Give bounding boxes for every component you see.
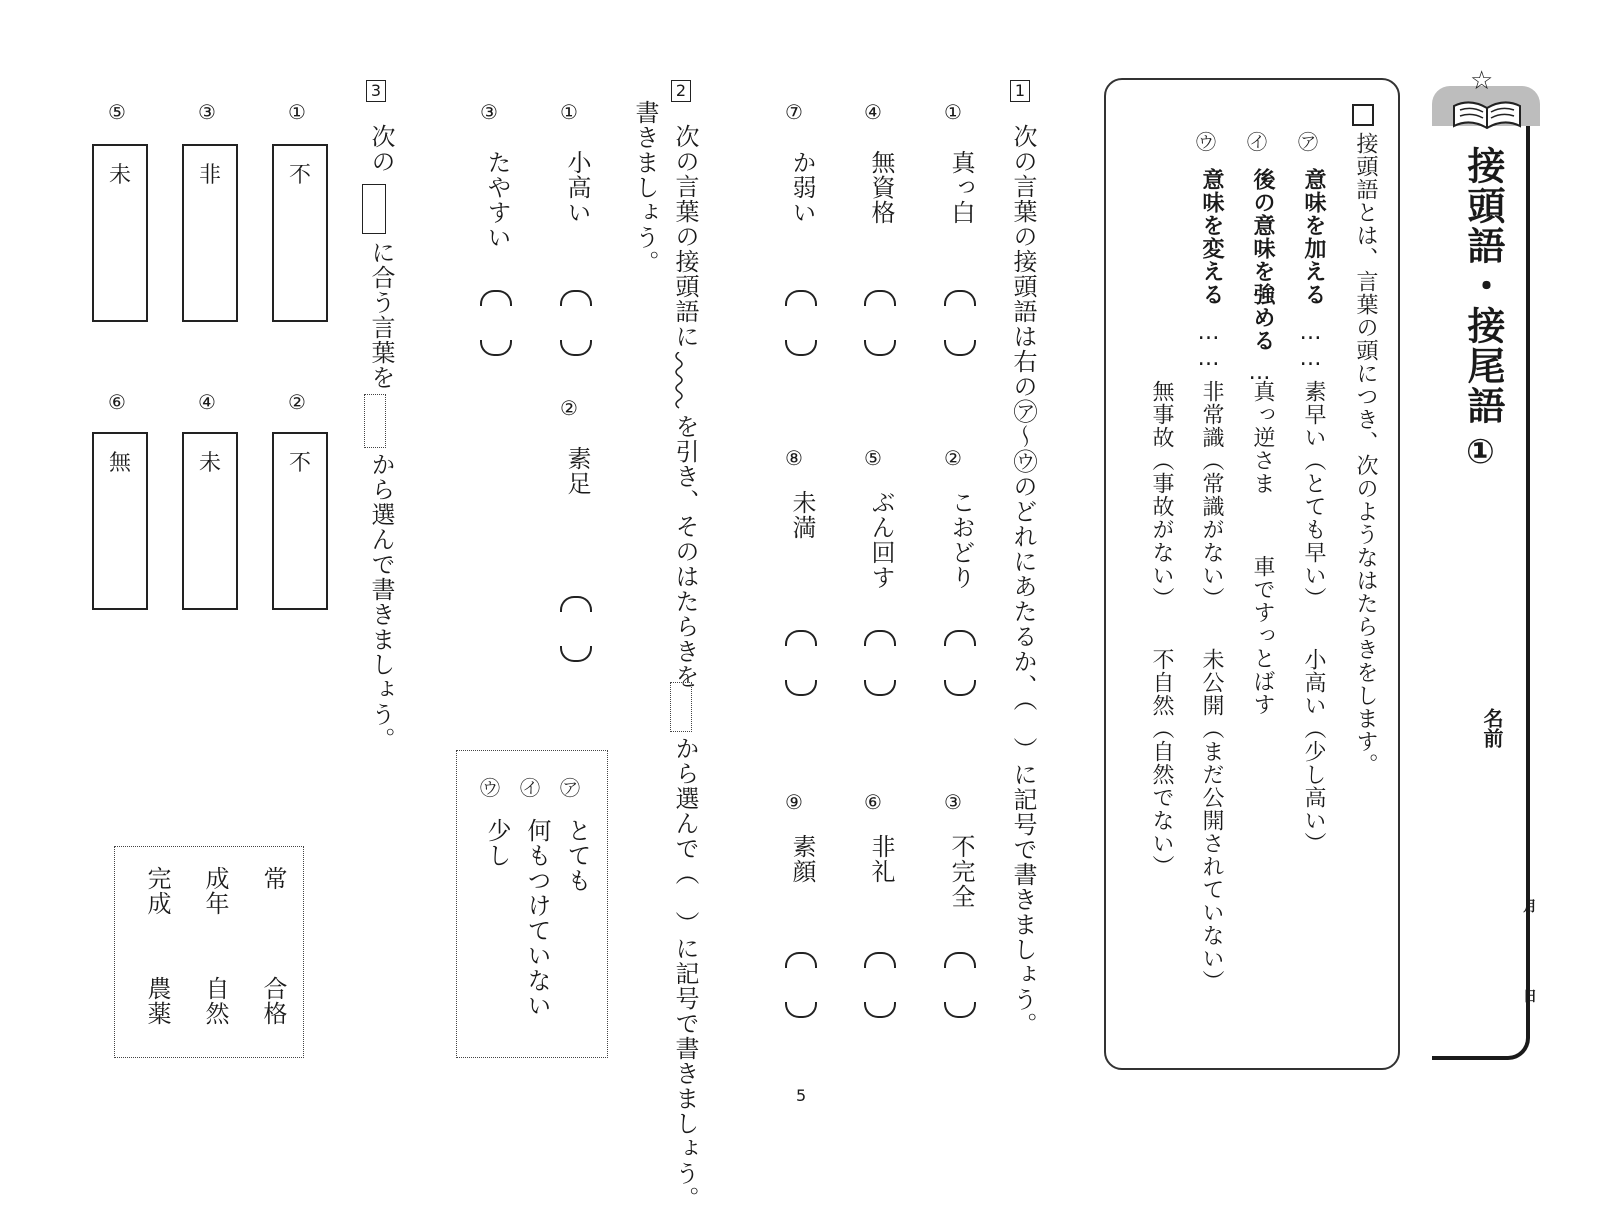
q1-item-1-word: 真っ白: [947, 150, 975, 225]
q3-word-3: 成年: [201, 866, 229, 916]
type-a-example-1: 素早い（とても早い）: [1301, 380, 1326, 610]
type-c-example-3: 無事故（事故がない）: [1149, 380, 1174, 610]
q3-number: 3: [366, 80, 386, 102]
q2-choice-c-mark: ㋒: [480, 776, 500, 800]
type-c-example-4: 不自然（自然でない）: [1149, 648, 1174, 878]
q3-item-2-box[interactable]: [272, 432, 328, 610]
q1-item-2-answer[interactable]: [944, 630, 972, 696]
page-title: 接頭語・接尾語: [1461, 146, 1505, 426]
wavy-line-icon: [672, 352, 686, 414]
type-b-dots: …: [1247, 360, 1272, 386]
q1-item-4-answer[interactable]: [864, 290, 892, 356]
name-label: 名前: [1480, 708, 1504, 748]
type-c-example-2: 未公開（まだ公開されていない）: [1199, 648, 1224, 993]
q1-item-2-number: ②: [944, 446, 962, 470]
q1-item-3-word: 不完全: [947, 834, 975, 909]
q3-instruction-c: から選んで書きましょう。: [367, 452, 395, 752]
q1-item-4-word: 無資格: [867, 150, 895, 225]
type-b-example-2: 車ですっとばす: [1250, 555, 1275, 716]
type-c-label: 意味を変える: [1199, 168, 1224, 306]
day-label: 日: [1523, 989, 1537, 1005]
type-a-mark: ㋐: [1298, 130, 1318, 154]
intro-checkbox-icon: [1352, 104, 1374, 126]
q1-item-8-answer[interactable]: [785, 630, 813, 696]
q1-item-2-word: こおどり: [947, 490, 975, 590]
q1-item-7-word: か弱い: [788, 150, 816, 225]
q1-item-5-answer[interactable]: [864, 630, 892, 696]
q3-item-6-number: ⑥: [108, 390, 126, 414]
q1-item-7-number: ⑦: [785, 100, 803, 124]
q2-item-1-answer[interactable]: [560, 290, 588, 356]
q3-word-1: 常: [259, 866, 287, 891]
q1-item-4-number: ④: [864, 100, 882, 124]
q3-word-6: 農薬: [143, 976, 171, 1026]
q3-item-3-box[interactable]: [182, 144, 238, 322]
q3-item-2-number: ②: [288, 390, 306, 414]
q2-item-3-answer[interactable]: [480, 290, 508, 356]
q3-item-2-prefix: 不: [288, 451, 311, 476]
q1-item-3-number: ③: [944, 790, 962, 814]
q3-item-5-box[interactable]: [92, 144, 148, 322]
q2-item-1-word: 小高い: [563, 150, 591, 225]
q3-word-bank-marker: [364, 394, 386, 448]
q1-item-9-answer[interactable]: [785, 952, 813, 1018]
page-number: 5: [796, 1086, 807, 1105]
q3-item-4-number: ④: [198, 390, 216, 414]
q1-item-7-answer[interactable]: [785, 290, 813, 356]
q2-item-2-word: 素足: [563, 446, 591, 496]
type-b-example-1: 真っ逆さま: [1250, 380, 1275, 495]
q3-instruction-a: 次の: [367, 124, 395, 174]
q1-item-3-answer[interactable]: [944, 952, 972, 1018]
type-c-mark: ㋒: [1196, 130, 1216, 154]
star-icon: ☆: [1470, 66, 1494, 96]
q1-item-6-answer[interactable]: [864, 952, 892, 1018]
q3-blank-box-marker: [362, 184, 386, 234]
type-a-dots: ……: [1298, 320, 1323, 372]
q2-item-3-number: ③: [480, 100, 498, 124]
q3-instruction-b: に合う言葉を: [367, 240, 395, 390]
q1-item-1-number: ①: [944, 100, 962, 124]
q3-item-5-prefix: 未: [108, 163, 131, 188]
q3-item-6-prefix: 無: [108, 451, 131, 476]
q2-number: 2: [671, 80, 691, 102]
q3-item-4-prefix: 未: [198, 451, 221, 476]
q3-item-6-box[interactable]: [92, 432, 148, 610]
q2-item-1-number: ①: [560, 100, 578, 124]
q2-item-2-number: ②: [560, 396, 578, 420]
q1-item-5-number: ⑤: [864, 446, 882, 470]
q3-item-1-prefix: 不: [288, 163, 311, 188]
q2-choice-b-text: 何もつけていない: [523, 818, 551, 1018]
q2-item-3-word: たやすい: [483, 150, 511, 250]
type-b-mark: ㋑: [1247, 130, 1267, 154]
q3-word-5: 完成: [143, 866, 171, 916]
type-a-example-2: 小高い（少し高い）: [1301, 648, 1326, 855]
q1-item-8-word: 未満: [788, 490, 816, 540]
q2-choice-box-marker: [670, 682, 692, 732]
q3-item-1-box[interactable]: [272, 144, 328, 322]
q2-choice-a-mark: ㋐: [560, 776, 580, 800]
q2-instruction-b: を引き、そのはたらきを: [671, 414, 699, 689]
type-c-example-1: 非常識（常識がない）: [1199, 380, 1224, 610]
q2-instruction-lead: 書きましょう。: [631, 100, 659, 275]
q3-word-4: 自然: [201, 976, 229, 1026]
q3-item-4-box[interactable]: [182, 432, 238, 610]
q1-item-6-word: 非礼: [867, 834, 895, 884]
q3-item-3-number: ③: [198, 100, 216, 124]
type-a-label: 意味を加える: [1301, 168, 1326, 306]
q3-item-3-prefix: 非: [198, 163, 221, 188]
q2-choice-c-text: 少し: [483, 818, 511, 868]
q1-item-6-number: ⑥: [864, 790, 882, 814]
q3-word-2: 合格: [259, 976, 287, 1026]
q1-item-5-word: ぶん回す: [867, 490, 895, 590]
q1-number: 1: [1010, 80, 1030, 102]
q2-choice-b-mark: ㋑: [520, 776, 540, 800]
q2-item-2-answer[interactable]: [560, 596, 588, 662]
q2-instruction-c: から選んで（ ）に記号で書きましょう。: [671, 736, 699, 1211]
q1-item-9-number: ⑨: [785, 790, 803, 814]
q2-instruction-a: 次の言葉の接頭語に: [671, 124, 699, 349]
title-number: ①: [1466, 432, 1495, 472]
type-b-label: 後の意味を強める: [1250, 168, 1275, 352]
intro-lead: 接頭語とは、言葉の頭につき、次のようなはたらきをします。: [1353, 132, 1378, 776]
month-label: 月: [1523, 899, 1537, 915]
q1-instruction: 次の言葉の接頭語は右の㋐～㋒のどれにあたるか、（ ）に記号で書きましょう。: [1009, 124, 1037, 1037]
q2-choice-a-text: とても: [563, 818, 591, 893]
q3-item-5-number: ⑤: [108, 100, 126, 124]
q1-item-1-answer[interactable]: [944, 290, 972, 356]
q3-item-1-number: ①: [288, 100, 306, 124]
q1-item-9-word: 素顔: [788, 834, 816, 884]
q1-item-8-number: ⑧: [785, 446, 803, 470]
type-c-dots: ……: [1196, 320, 1221, 372]
